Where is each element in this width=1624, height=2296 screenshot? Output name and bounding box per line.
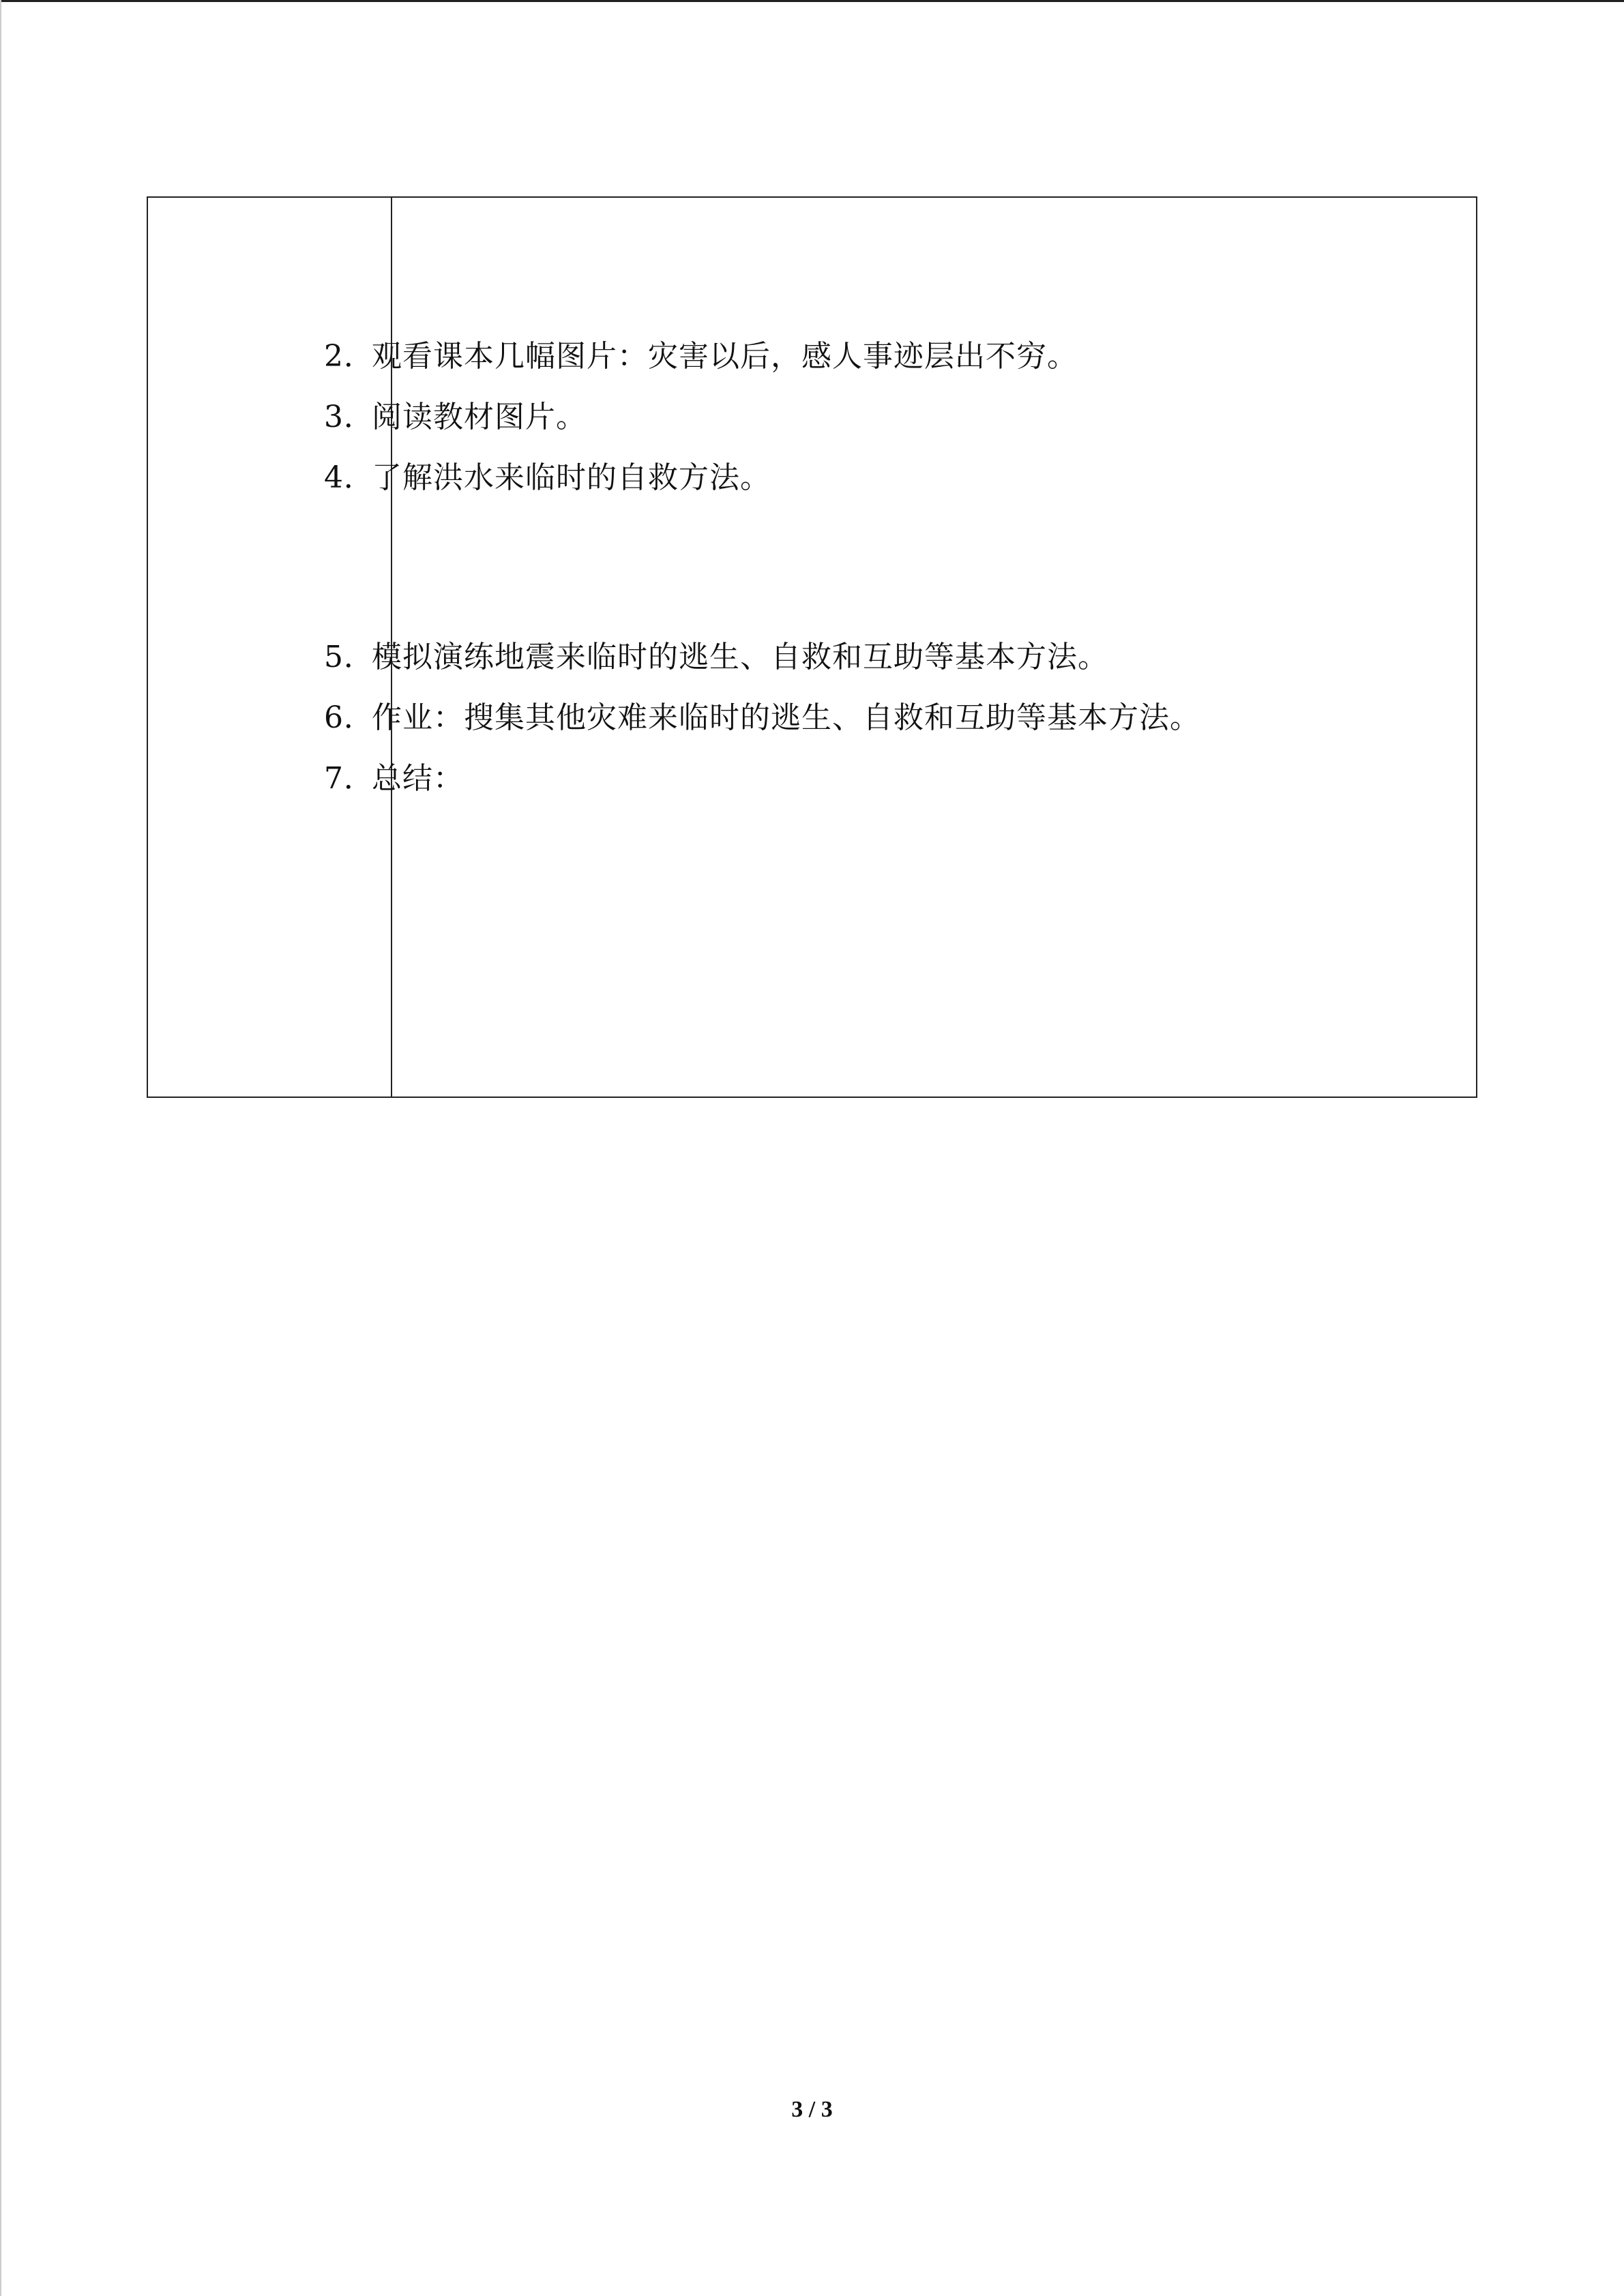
step-item-4 xyxy=(324,458,771,498)
step-item-2 xyxy=(324,336,1078,377)
step-item-7 xyxy=(324,758,464,799)
step-number: 3． xyxy=(324,400,374,434)
step-text: 模拟演练地震来临时的逃生、自救和互助等基本方法。 xyxy=(372,640,1108,674)
step-number: 6． xyxy=(324,700,374,735)
step-text: 总结： xyxy=(372,761,464,796)
step-text: 阅读教材图片。 xyxy=(372,400,587,434)
page-number: 3 / 3 xyxy=(791,2097,833,2122)
step-text: 观看课本几幅图片：灾害以后，感人事迹层出不穷。 xyxy=(372,339,1078,374)
page-left-border xyxy=(0,0,1,2296)
step-text: 作业：搜集其他灾难来临时的逃生、自救和互助等基本方法。 xyxy=(372,700,1200,735)
step-number: 7． xyxy=(324,761,374,796)
step-text: 了解洪水来临时的自救方法。 xyxy=(372,460,771,495)
page-top-border xyxy=(0,0,1624,2)
step-item-6 xyxy=(324,698,1200,739)
step-number: 4． xyxy=(324,460,374,495)
step-number: 5． xyxy=(324,640,374,674)
step-item-3 xyxy=(324,397,587,438)
step-number: 2． xyxy=(324,339,374,374)
step-item-5 xyxy=(324,637,1108,678)
